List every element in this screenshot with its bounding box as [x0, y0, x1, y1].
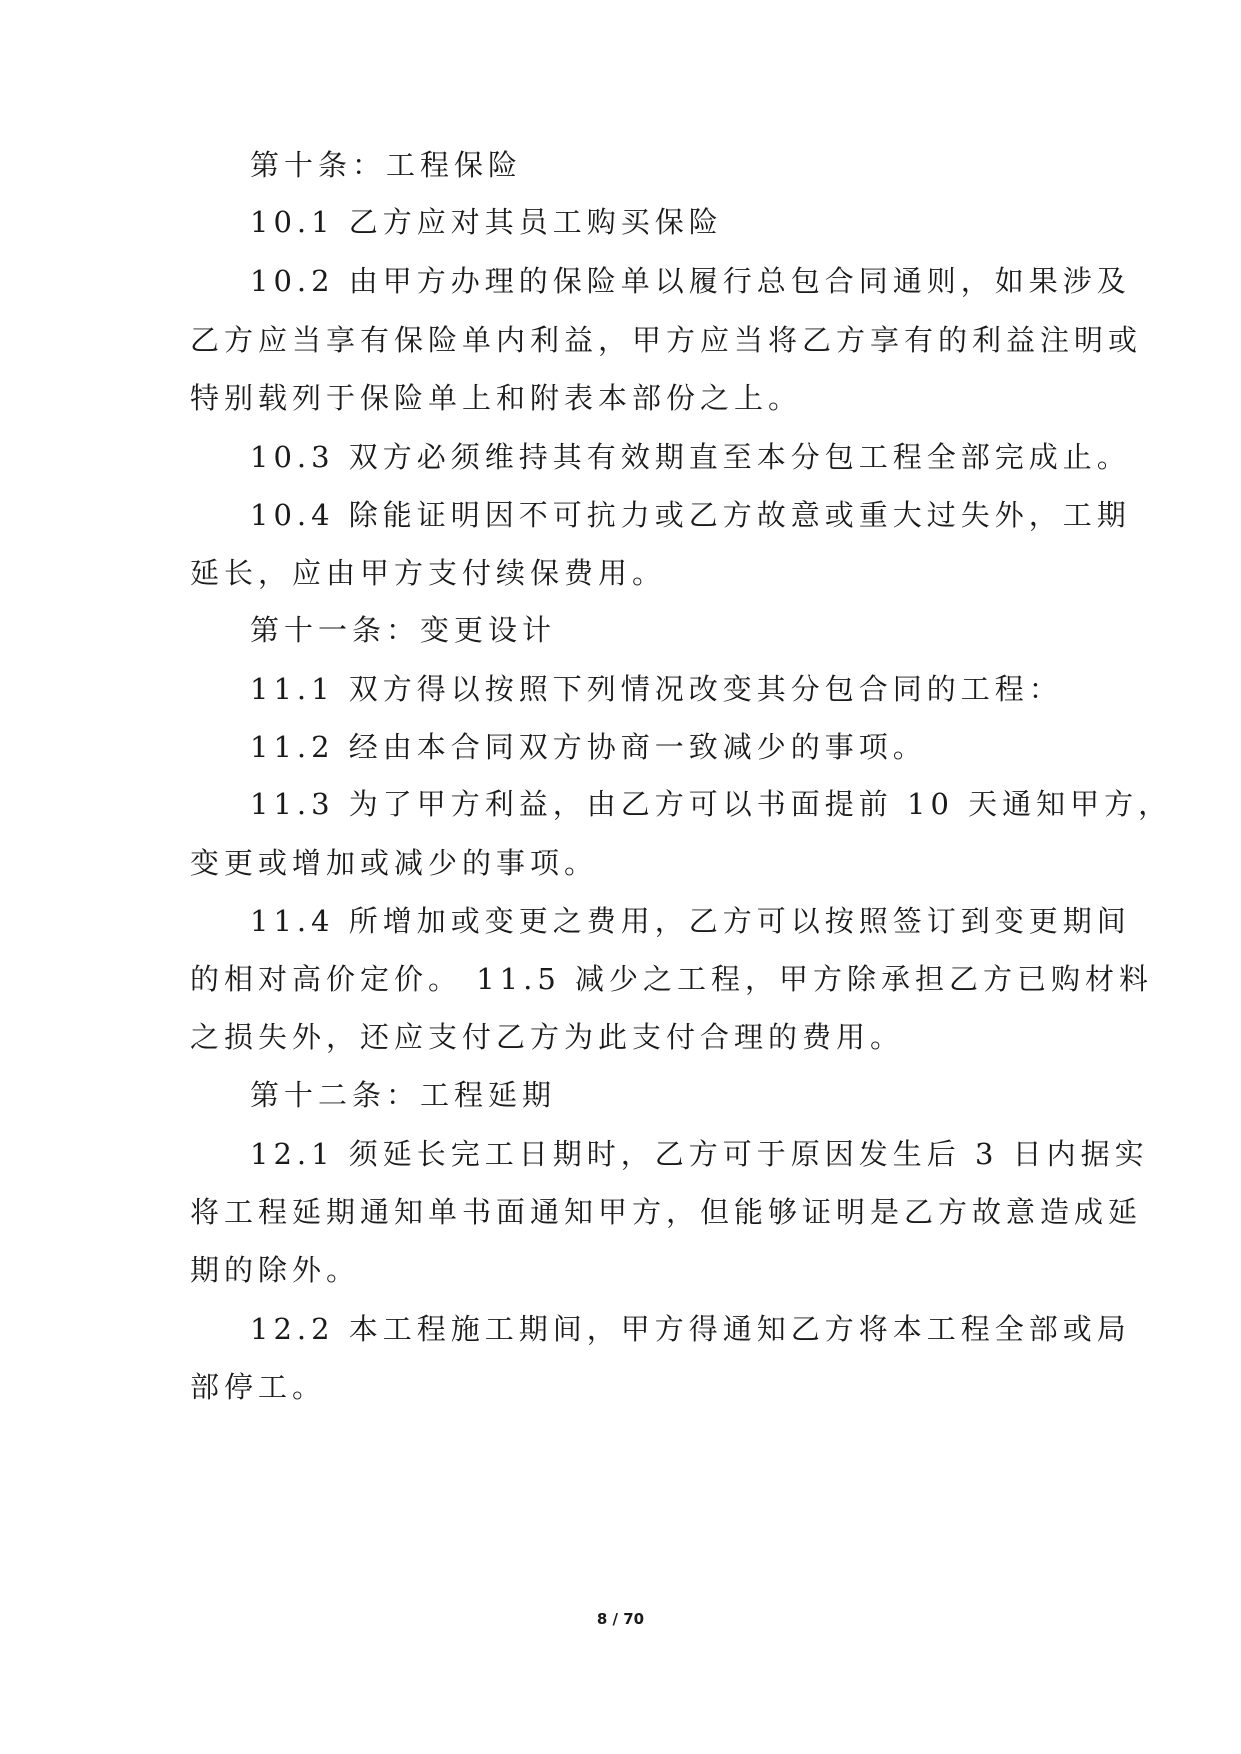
clause-10-3: 10.3 双方必须维持其有效期直至本分包工程全部完成止。 — [250, 440, 1131, 474]
clause-10-4-line-1: 10.4 除能证明因不可抗力或乙方故意或重大过失外，工期 — [250, 498, 1131, 532]
article-11-heading: 第十一条：变更设计 — [250, 613, 557, 647]
clause-11-3-line-2: 变更或增加或减少的事项。 — [190, 846, 599, 880]
clause-10-2-line-3: 特别载列于保险单上和附表本部份之上。 — [190, 381, 803, 415]
clause-11-4-line-1: 11.4 所增加或变更之费用，乙方可以按照签订到变更期间 — [250, 904, 1131, 938]
clause-12-1-line-3: 期的除外。 — [190, 1253, 361, 1287]
clause-12-2-line-2: 部停工。 — [190, 1370, 327, 1404]
clause-11-4-line-2: 的相对高价定价。 11.5 减少之工程，甲方除承担乙方已购材料 — [190, 962, 1154, 996]
clause-12-2-line-1: 12.2 本工程施工期间，甲方得通知乙方将本工程全部或局 — [250, 1312, 1131, 1346]
article-12-heading: 第十二条：工程延期 — [250, 1078, 557, 1112]
clause-12-1-line-2: 将工程延期通知单书面通知甲方，但能够证明是乙方故意造成延 — [190, 1195, 1143, 1229]
page-number: 8 / 70 — [596, 1610, 645, 1628]
clause-10-4-line-2: 延长，应由甲方支付续保费用。 — [190, 556, 667, 590]
clause-11-3-line-1: 11.3 为了甲方利益，由乙方可以书面提前 10 天通知甲方， — [250, 787, 1173, 821]
clause-10-2-line-1: 10.2 由甲方办理的保险单以履行总包合同通则，如果涉及 — [250, 264, 1131, 298]
clause-11-1: 11.1 双方得以按照下列情况改变其分包合同的工程： — [250, 672, 1063, 706]
clause-10-2-line-2: 乙方应当享有保险单内利益，甲方应当将乙方享有的利益注明或 — [190, 323, 1143, 357]
clause-10-1: 10.1 乙方应对其员工购买保险 — [250, 205, 723, 239]
article-10-heading: 第十条：工程保险 — [250, 148, 523, 182]
clause-12-1-line-1: 12.1 须延长完工日期时，乙方可于原因发生后 3 日内据实 — [250, 1137, 1149, 1171]
clause-11-5-line: 之损失外，还应支付乙方为此支付合理的费用。 — [190, 1020, 905, 1054]
clause-11-2: 11.2 经由本合同双方协商一致减少的事项。 — [250, 730, 927, 764]
